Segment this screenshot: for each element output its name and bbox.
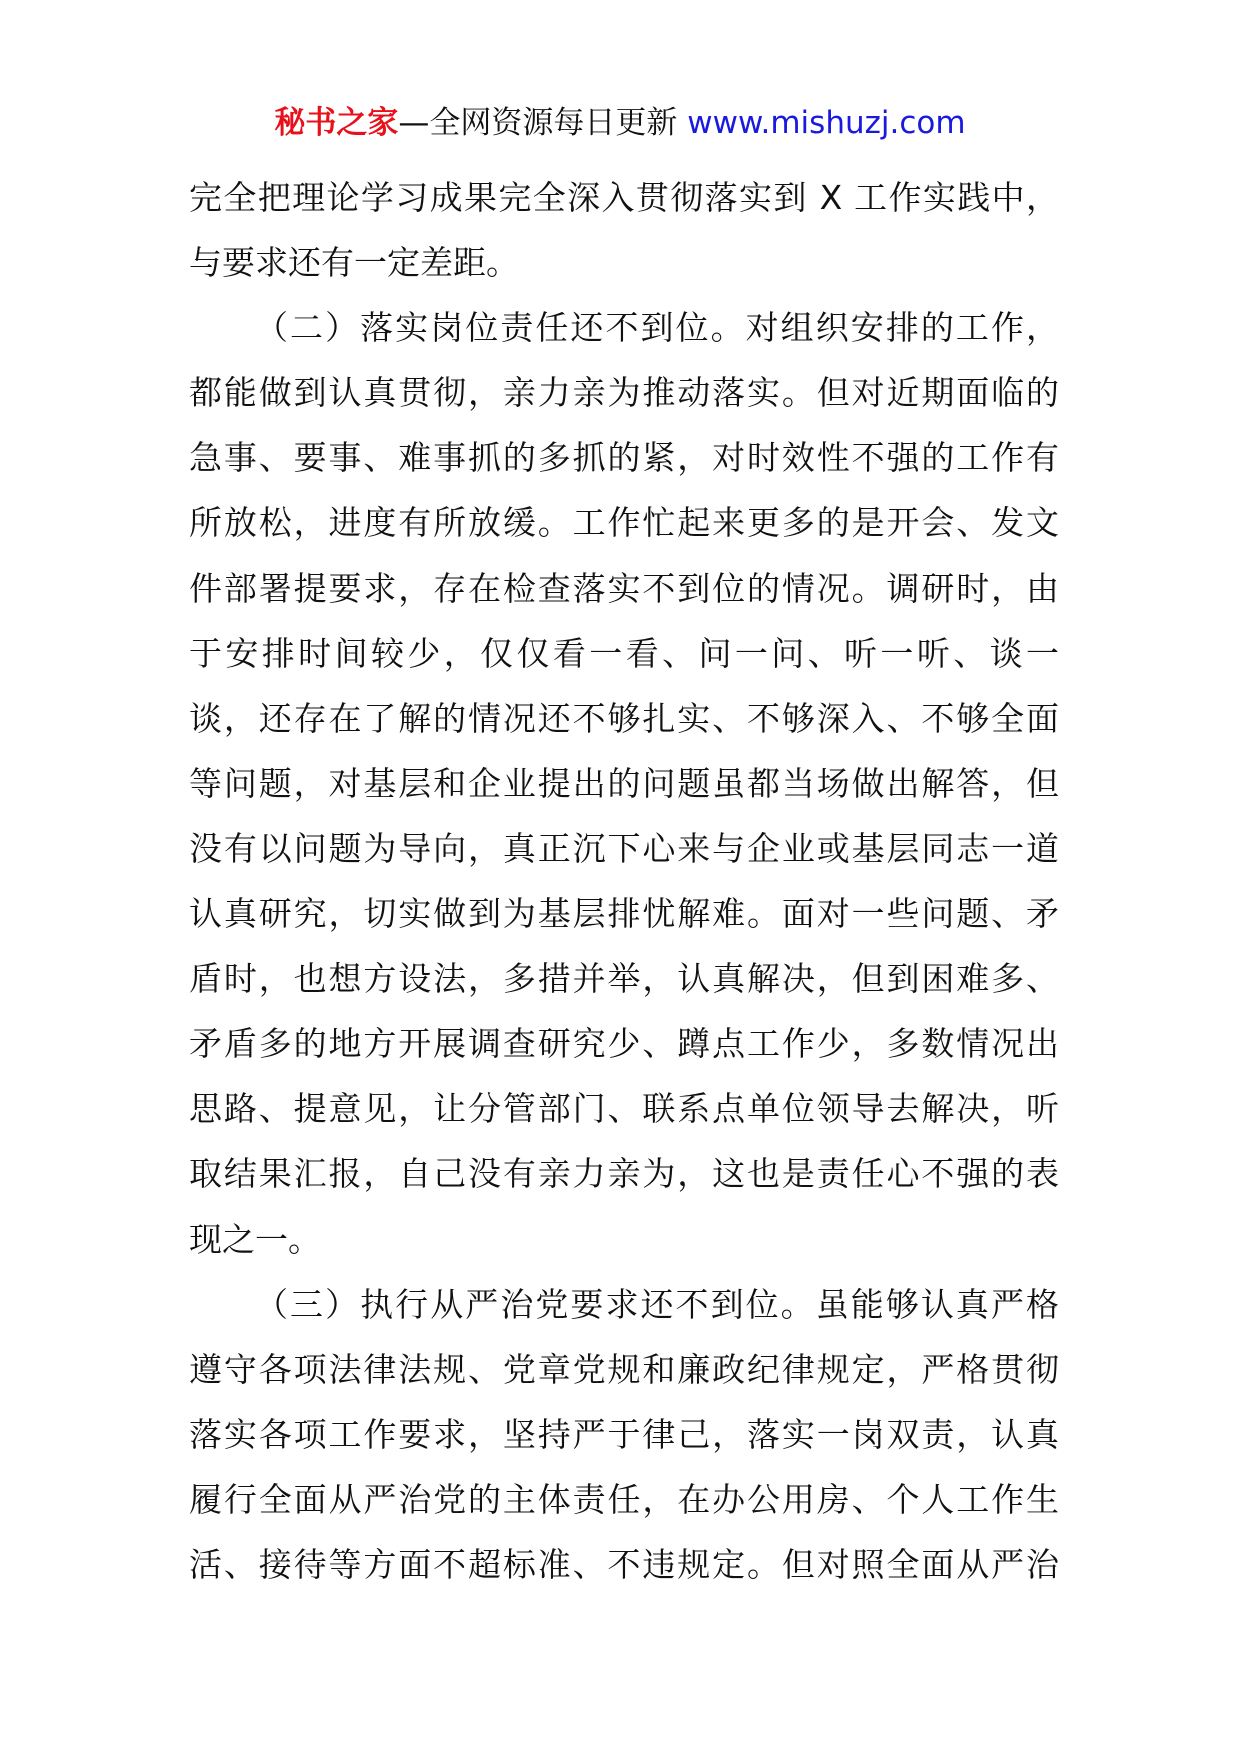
header-slogan: —全网资源每日更新	[398, 105, 688, 141]
text-line: 与要求还有一定差距。	[189, 243, 519, 283]
text-line: 完全把理论学习成果完全深入贯彻落实到 X 工作实践中，	[189, 178, 1059, 217]
site-header	[0, 100, 1240, 146]
text-line: 现之一。	[189, 1219, 321, 1259]
text-line: 取结果汇报，自己没有亲力亲为，这也是责任心不强的表	[189, 1154, 1059, 1194]
section-heading-line: （二）落实岗位责任还不到位。对组织安排的工作，	[255, 308, 1059, 348]
text-line: 落实各项工作要求，坚持严于律己，落实一岗双责，认真	[189, 1414, 1059, 1454]
text-line: 所放松，进度有所放缓。工作忙起来更多的是开会、发文	[189, 503, 1059, 543]
text-line: 谈，还存在了解的情况还不够扎实、不够深入、不够全面	[189, 698, 1059, 738]
text-line: 盾时，也想方设法，多措并举，认真解决，但到困难多、	[189, 959, 1059, 999]
text-line: 急事、要事、难事抓的多抓的紧，对时效性不强的工作有	[189, 438, 1059, 478]
site-url[interactable]: www.mishuzj.com	[687, 105, 966, 141]
text-line: 于安排时间较少，仅仅看一看、问一问、听一听、谈一	[189, 633, 1059, 673]
text-line: 遵守各项法律法规、党章党规和廉政纪律规定，严格贯彻	[189, 1349, 1059, 1389]
text-line: 件部署提要求，存在检查落实不到位的情况。调研时，由	[189, 568, 1059, 608]
text-line: 矛盾多的地方开展调查研究少、蹲点工作少，多数情况出	[189, 1024, 1059, 1064]
brand-name: 秘书之家	[274, 105, 399, 141]
document-body	[189, 165, 1059, 1597]
text-line: 思路、提意见，让分管部门、联系点单位领导去解决，听	[189, 1089, 1059, 1129]
text-line: 等问题，对基层和企业提出的问题虽都当场做出解答，但	[189, 763, 1059, 803]
text-line: 没有以问题为导向，真正沉下心来与企业或基层同志一道	[189, 828, 1059, 868]
section-heading-line: （三）执行从严治党要求还不到位。虽能够认真严格	[255, 1284, 1059, 1324]
text-line: 活、接待等方面不超标准、不违规定。但对照全面从严治	[189, 1544, 1059, 1584]
text-line: 都能做到认真贯彻，亲力亲为推动落实。但对近期面临的	[189, 373, 1059, 413]
text-line: 认真研究，切实做到为基层排忧解难。面对一些问题、矛	[189, 894, 1059, 934]
text-line: 履行全面从严治党的主体责任，在办公用房、个人工作生	[189, 1479, 1059, 1519]
